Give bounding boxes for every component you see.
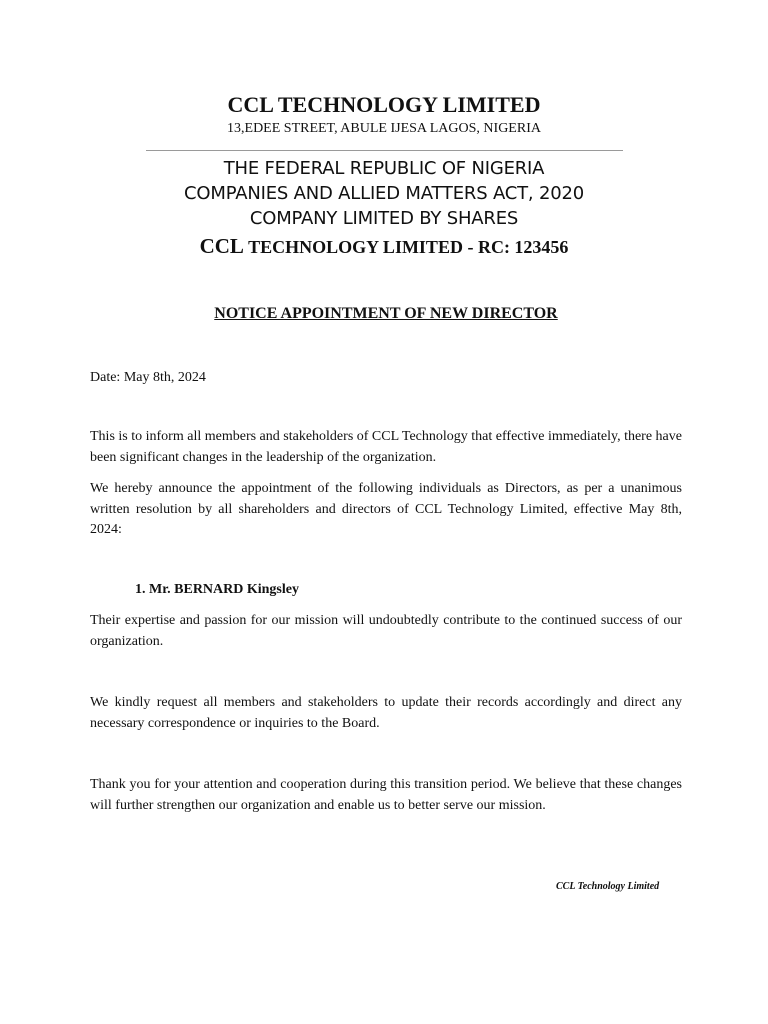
registry-company-type-line: COMPANY LIMITED BY SHARES bbox=[249, 208, 519, 229]
company-name: CCL TECHNOLOGY LIMITED bbox=[227, 92, 541, 117]
rc-company-remainder: TECHNOLOGY LIMITED - RC: 123456 bbox=[243, 237, 569, 257]
registry-country-line: THE FEDERAL REPUBLIC OF NIGERIA bbox=[223, 158, 545, 179]
signature-company-name: CCL Technology Limited bbox=[556, 881, 660, 892]
paragraph-expertise: Their expertise and passion for our mission will undoubtedly contribute to the continued success of our organization. bbox=[90, 613, 682, 649]
notice-title: NOTICE APPOINTMENT OF NEW DIRECTOR bbox=[214, 305, 558, 322]
registry-act-line: COMPANIES AND ALLIED MATTERS ACT, 2020 bbox=[184, 183, 584, 204]
director-list-item: 1. Mr. BERNARD Kingsley bbox=[135, 582, 299, 597]
notice-date: Date: May 8th, 2024 bbox=[90, 370, 206, 385]
header-divider bbox=[146, 150, 623, 151]
paragraph-closing: Thank you for your attention and cooperation during this transition period. We believe that these changes will further strengthen our organization and enable us to better serve our mission. bbox=[90, 777, 682, 813]
paragraph-announcement: This is to inform all members and stakeholders of CCL Technology that effective immediately, there have been significant changes in the leadership of the organization. bbox=[90, 429, 682, 465]
rc-company-prefix: CCL bbox=[199, 234, 244, 258]
registration-number-line bbox=[0, 234, 768, 259]
company-address: 13,EDEE STREET, ABULE IJESA LAGOS, NIGERIA bbox=[227, 121, 541, 136]
paragraph-appointment: We hereby announce the appointment of the following individuals as Directors, as per a unanimous written resolution by all shareholders and directors of CCL Technology Limited, effective May 8th, 2024: bbox=[90, 481, 682, 537]
paragraph-records-request: We kindly request all members and stakeholders to update their records accordingly and direct any necessary correspondence or inquiries to the Board. bbox=[90, 695, 682, 731]
